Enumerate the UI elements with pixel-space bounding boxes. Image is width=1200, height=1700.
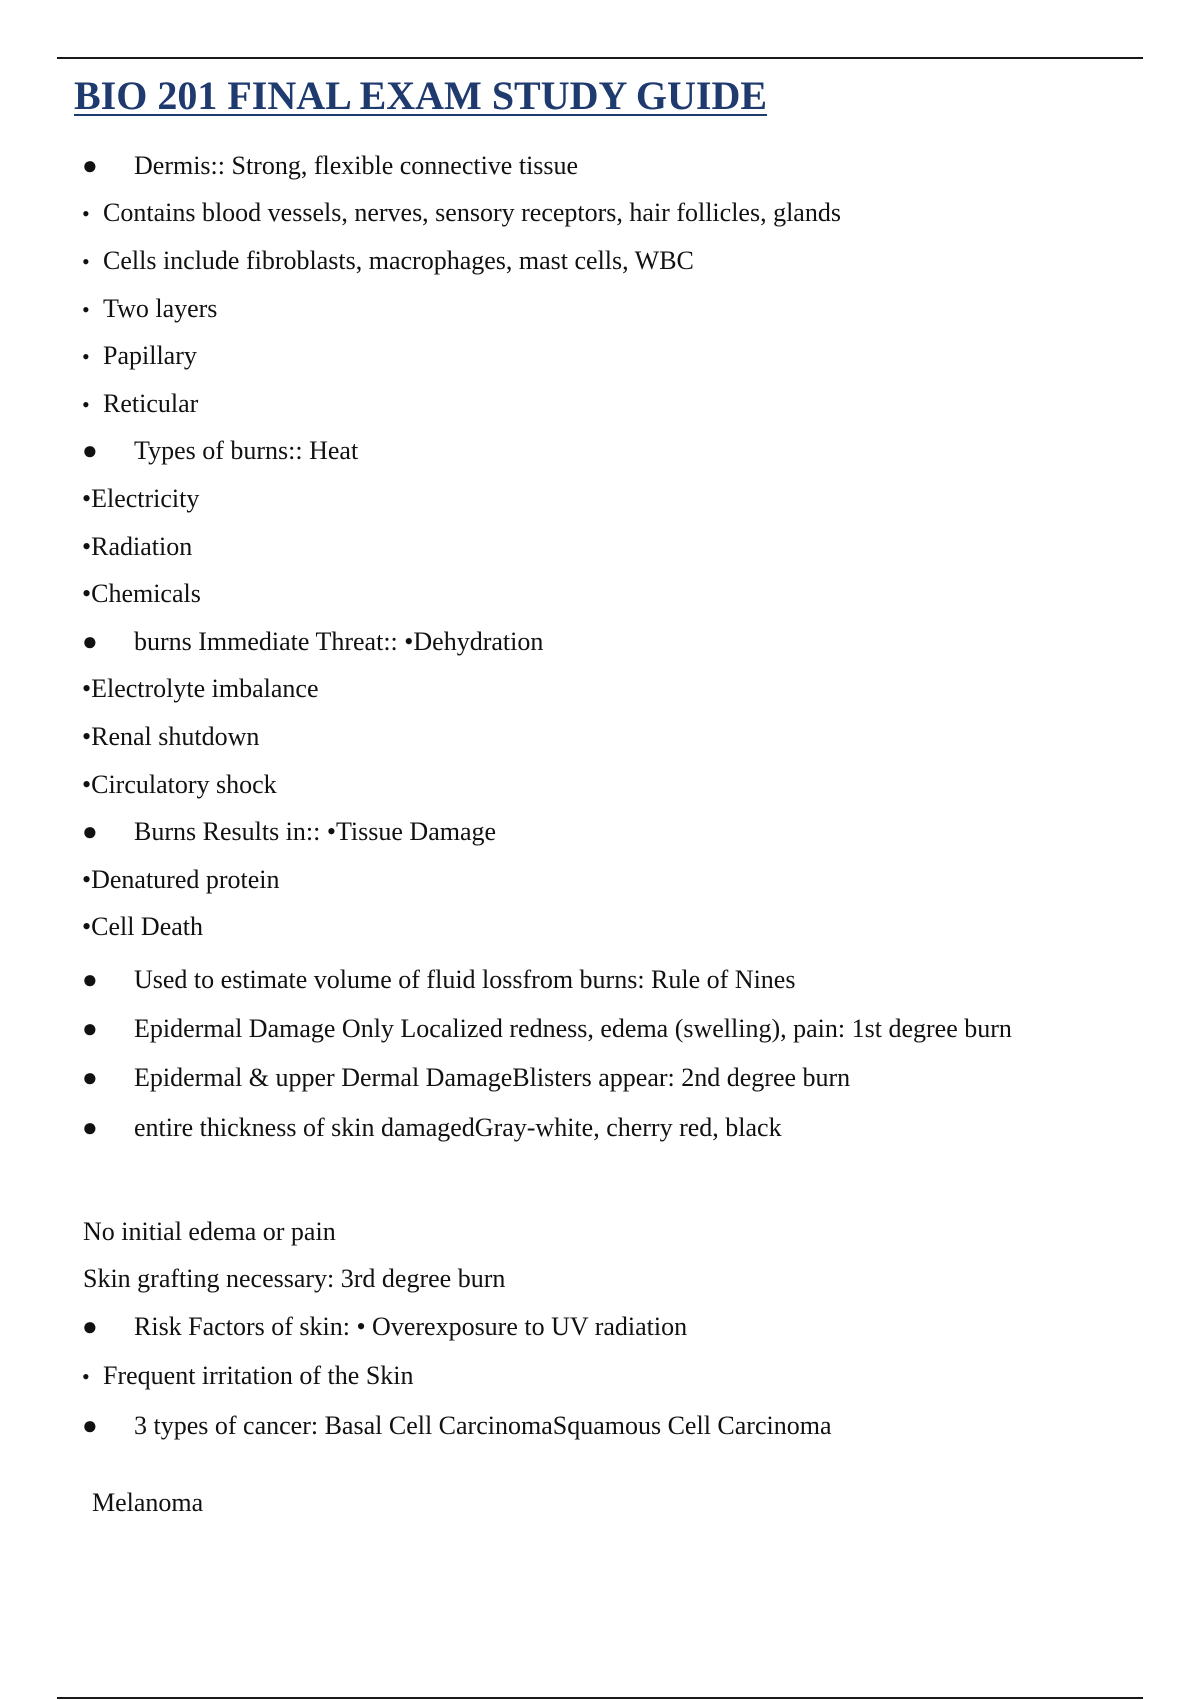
- list-item-text: Reticular: [103, 389, 199, 418]
- list-item-text: •Renal shutdown: [82, 722, 260, 751]
- list-item-text: Frequent irritation of the Skin: [103, 1361, 414, 1390]
- bullet-icon: •: [82, 392, 90, 417]
- list-item-text: •Chemicals: [82, 579, 201, 608]
- bullet-icon: •: [82, 1364, 90, 1389]
- bullet-icon: ●: [82, 1063, 98, 1092]
- bullet-icon: •: [82, 201, 90, 226]
- list-item-text: Cells include fibroblasts, macrophages, mast cells, WBC: [103, 246, 694, 275]
- list-item-text: Used to estimate volume of fluid lossfrom burns: Rule of Nines: [134, 965, 796, 994]
- bullet-icon: ●: [82, 1014, 98, 1043]
- paragraph: Skin grafting necessary: 3rd degree burn: [83, 1264, 506, 1293]
- bullet-icon: •: [82, 249, 90, 274]
- list-item-text: 3 types of cancer: Basal Cell CarcinomaSquamous Cell Carcinoma: [134, 1411, 832, 1440]
- paragraph: No initial edema or pain: [83, 1217, 336, 1246]
- footer-rule: [57, 1697, 1143, 1699]
- document-title: BIO 201 FINAL EXAM STUDY GUIDE: [74, 73, 768, 118]
- list-item-text: •Denatured protein: [82, 865, 280, 894]
- bullet-icon: ●: [82, 1411, 98, 1440]
- bullet-icon: •: [82, 297, 90, 322]
- list-item-text: •Radiation: [82, 532, 193, 561]
- list-item-text: entire thickness of skin damagedGray-white, cherry red, black: [134, 1113, 782, 1142]
- bullet-icon: ●: [82, 965, 98, 994]
- bullet-icon: ●: [82, 1312, 98, 1341]
- list-item-text: Two layers: [103, 294, 218, 323]
- list-item-text: Papillary: [103, 341, 197, 370]
- list-item-text: Burns Results in:: •Tissue Damage: [134, 817, 497, 846]
- paragraph: Melanoma: [92, 1488, 204, 1517]
- list-item-text: Contains blood vessels, nerves, sensory receptors, hair follicles, glands: [103, 198, 841, 227]
- bullet-icon: ●: [82, 151, 98, 180]
- list-item-text: Types of burns:: Heat: [134, 436, 359, 465]
- list-item-text: •Electricity: [82, 484, 200, 513]
- list-item-text: Epidermal Damage Only Localized redness, edema (swelling), pain: 1st degree burn: [134, 1014, 1012, 1043]
- bullet-icon: ●: [82, 436, 98, 465]
- list-item-text: burns Immediate Threat:: •Dehydration: [134, 627, 544, 656]
- list-item-text: •Cell Death: [82, 912, 204, 941]
- bullet-icon: •: [82, 344, 90, 369]
- list-item-text: Risk Factors of skin: • Overexposure to UV radiation: [134, 1312, 688, 1341]
- bullet-icon: ●: [82, 627, 98, 656]
- list-item-text: •Circulatory shock: [82, 770, 277, 799]
- list-item-text: Epidermal & upper Dermal DamageBlisters appear: 2nd degree burn: [134, 1063, 851, 1092]
- bullet-icon: ●: [82, 817, 98, 846]
- header-rule: [57, 57, 1143, 59]
- bullet-icon: ●: [82, 1113, 98, 1142]
- list-item-text: •Electrolyte imbalance: [82, 674, 319, 703]
- list-item-text: Dermis:: Strong, flexible connective tissue: [134, 151, 579, 180]
